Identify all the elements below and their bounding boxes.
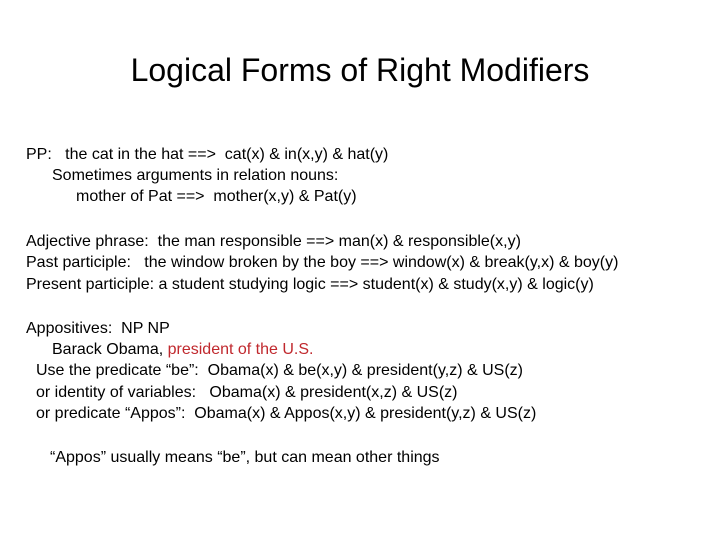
pp-definition-line: PP: the cat in the hat ==> cat(x) & in(x,y) & hat(y)	[26, 146, 389, 163]
slide-title: Logical Forms of Right Modifiers	[130, 52, 590, 88]
appositive-example-highlight: president of the U.S.	[167, 341, 314, 358]
appositive-example-line	[52, 339, 313, 360]
past-participle-line: Past participle: the window broken by the boy ==> window(x) & break(y,x) & boy(y)	[26, 254, 619, 271]
adjective-phrase-line: Adjective phrase: the man responsible ==> man(x) & responsible(x,y)	[26, 233, 521, 250]
pp-relation-nouns-line: Sometimes arguments in relation nouns:	[52, 167, 339, 184]
appos-note-line: “Appos” usually means “be”, but can mean other things	[50, 449, 440, 466]
appositive-identity-option: or identity of variables: Obama(x) & president(x,z) & US(z)	[36, 384, 458, 401]
pp-mother-example-line: mother of Pat ==> mother(x,y) & Pat(y)	[76, 188, 357, 205]
present-participle-line: Present participle: a student studying logic ==> student(x) & study(x,y) & logic(y)	[26, 276, 594, 293]
appositive-example-name: Barack Obama,	[52, 341, 168, 358]
appositives-heading: Appositives: NP NP	[26, 320, 170, 337]
appositive-be-option: Use the predicate “be”: Obama(x) & be(x,y) & president(y,z) & US(z)	[36, 362, 523, 379]
appositive-appos-option: or predicate “Appos”: Obama(x) & Appos(x,y) & president(y,z) & US(z)	[36, 405, 537, 422]
